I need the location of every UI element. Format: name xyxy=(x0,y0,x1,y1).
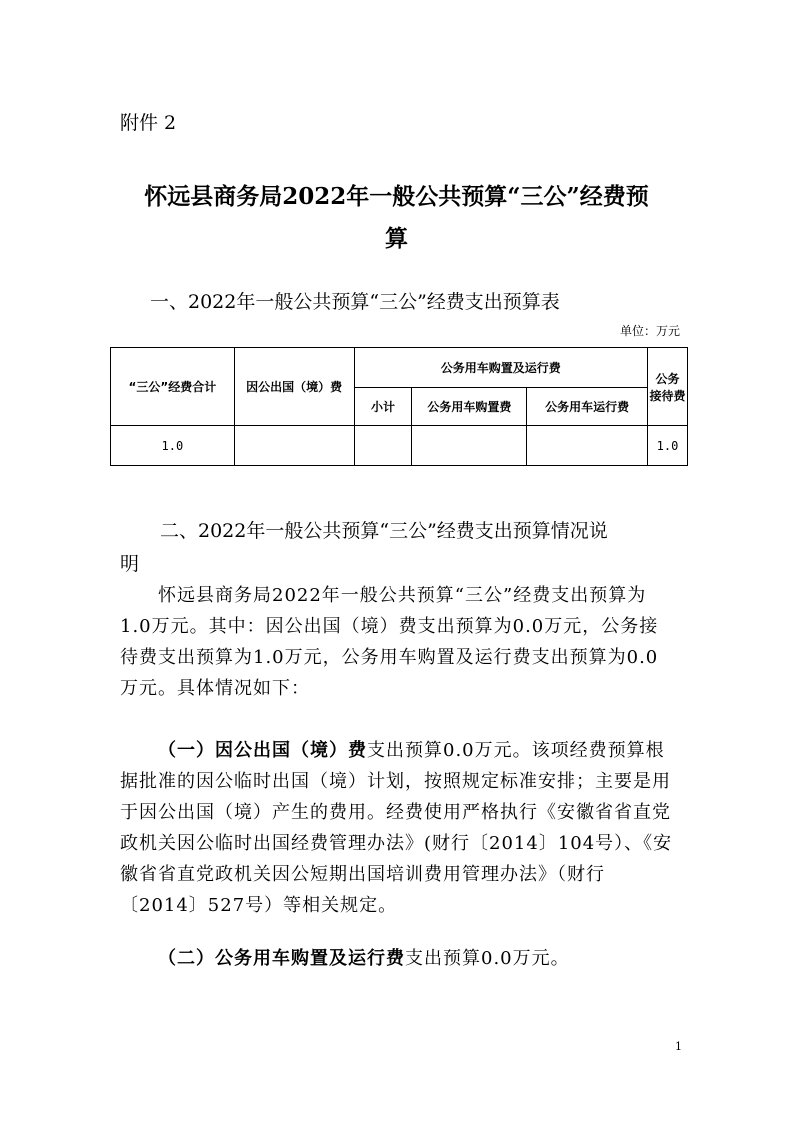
header-vehicle-running: 公务用车运行费 xyxy=(527,388,648,426)
header-abroad-expense: 因公出国（境）费 xyxy=(234,348,354,426)
section2-heading-line1: 二、2022年一般公共预算“三公”经费支出预算情况说 xyxy=(160,520,608,542)
document-title-line1: 怀远县商务局2022年一般公共预算“三公”经费预 xyxy=(144,183,649,210)
cell-purchase-value xyxy=(412,426,527,466)
header-vehicle-purchase: 公务用车购置费 xyxy=(412,388,527,426)
header-vehicle-group: 公务用车购置及运行费 xyxy=(354,348,647,388)
paragraph-abroad-body: 支出预算0.0万元。该项经费预算根据批准的因公临时出国（境）计划，按照规定标准安排；主要是用于因公出国（境）产生的费用。经费使用严格执行《安徽省省直党政机关因公临时出国经费管理办法》(财行〔2014〕104号）、《安徽省省直党政机关因公短期出国培训费用管理办法》（财行〔2014〕527号）等相关规定。 xyxy=(120,740,673,916)
section1-heading: 一、2022年一般公共预算“三公”经费支出预算表 xyxy=(150,291,560,313)
unit-label: 单位：万元 xyxy=(619,324,680,338)
cell-reception-value: 1.0 xyxy=(648,426,688,466)
page-number: 1 xyxy=(675,1040,682,1053)
header-subtotal: 小计 xyxy=(354,388,412,426)
attachment-label: 附件 2 xyxy=(120,112,177,134)
paragraph-vehicle xyxy=(120,943,673,974)
cell-total-value: 1.0 xyxy=(111,426,235,466)
header-three-public-total: “三公”经费合计 xyxy=(111,348,235,426)
section2-heading-line2: 明 xyxy=(120,553,140,575)
paragraph-abroad xyxy=(120,735,673,921)
cell-running-value xyxy=(527,426,648,466)
paragraph-vehicle-body: 支出预算0.0万元。 xyxy=(405,948,570,969)
paragraph-abroad-heading: （一）因公出国（境）费 xyxy=(158,740,367,761)
header-reception-line1: 公务 xyxy=(655,371,680,386)
paragraph-summary: 怀远县商务局2022年一般公共预算“三公”经费支出预算为1.0万元。其中：因公出国（境）费支出预算为0.0万元，公务接待费支出预算为1.0万元，公务用车购置及运行费支出预算为0.0万元。具体情况如下： xyxy=(120,585,659,699)
document-title-line2: 算 xyxy=(385,225,408,252)
header-reception-line2: 接待费 xyxy=(649,388,686,403)
header-reception xyxy=(648,348,688,426)
cell-subtotal-value xyxy=(354,426,412,466)
table-row xyxy=(111,426,688,466)
paragraph-vehicle-heading: （二）公务用车购置及运行费 xyxy=(158,948,405,969)
cell-abroad-value xyxy=(234,426,354,466)
budget-table xyxy=(110,347,688,466)
